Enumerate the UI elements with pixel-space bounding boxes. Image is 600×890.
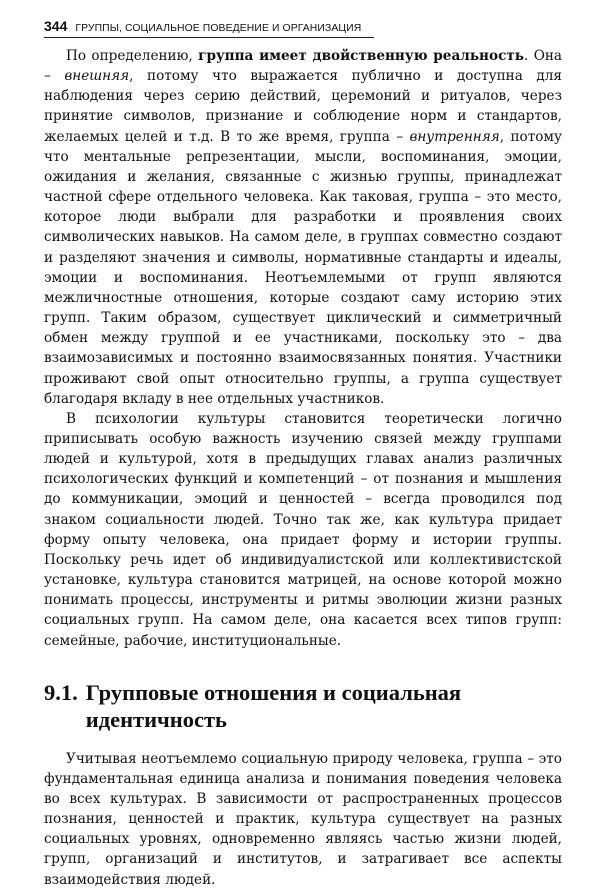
running-header	[44, 18, 374, 38]
page-number: 344	[44, 18, 68, 34]
paragraph-social-nature: Учитывая неотъемлемо социальную природу человека, группа – это фундаментальная единица анализа и понимания поведения человека во всех культурах. В зависимости от распространенных процессов познания, ценностей и практик, культура существует на разных социальных уровнях, одновременно являясь частью жизни людей, групп, организаций и институтов, и затрагивает все аспекты взаимодействия людей.	[44, 750, 562, 888]
running-title: ГРУППЫ, СОЦИАЛЬНОЕ ПОВЕДЕНИЕ И ОРГАНИЗАЦИЯ	[75, 23, 362, 34]
section-title: Групповые отношения и социальная идентичность	[85, 679, 462, 732]
paragraph-group-dual-reality	[44, 46, 562, 409]
text-run: По определению,	[66, 48, 199, 64]
bold-term: группа имеет двойственную реальность	[198, 48, 525, 64]
italic-term-external: внешняя	[64, 68, 130, 85]
paragraph-cultural-psychology: В психологии культуры становится теоретически логично приписывать особую важность изучению связей между группами людей и культурой, хотя в предыдущих главах анализ различных психологических функций и компетенций – от познания и мышления до коммуникации, эмоций и ценностей – всегда проводился под знаком социальности людей. Точно так же, как культура придает форму опыту человека, она придает форму и истории группы. Поскольку речь идет об индивидуалистской или коллективистской установке, культура становится матрицей, на основе которой можно понимать процессы, инструменты и ритмы эволюции жизни разных социальных групп. На самом деле, она касается всех типов групп: семейные, рабочие, институциональные.	[44, 410, 562, 649]
text-run: , потому что выражается публично и доступна для наблюдения через серию действий, церемоний и ритуалов, через принятие символов, признание и соблюдение норм и стандартов, желаемых целей и т.д. В то же время, группа –	[44, 68, 562, 145]
text-run: , потому что ментальные репрезентации, мысли, воспоминания, эмоции, ожидания и желания, связанные с жизнью группы, принадлежат частной сфере отдельного человека. Как таковая, группа – это место, которое люди выбрали для разработки и проявления своих символических навыков. На самом деле, в группах совместно создают и разделяют значения и символы, нормативные стандарты и идеалы, эмоции и воспоминания. Неотъемлемыми от групп являются межличностные отношения, которые создают саму историю этих групп. Таким образом, существует циклический и симметричный обмен между группой и ее участниками, поскольку это – два взаимозависимых и постоянно взаимосвязанных понятия. Участники проживают свой опыт относительно группы, а группа существует благодаря вкладу в нее отдельных участников.	[44, 128, 562, 407]
text-run: . Она –	[44, 48, 563, 85]
italic-term-internal: внутренняя	[409, 128, 500, 145]
section-heading	[44, 679, 562, 733]
section-number: 9.1.	[44, 679, 78, 705]
body-text	[44, 46, 562, 890]
